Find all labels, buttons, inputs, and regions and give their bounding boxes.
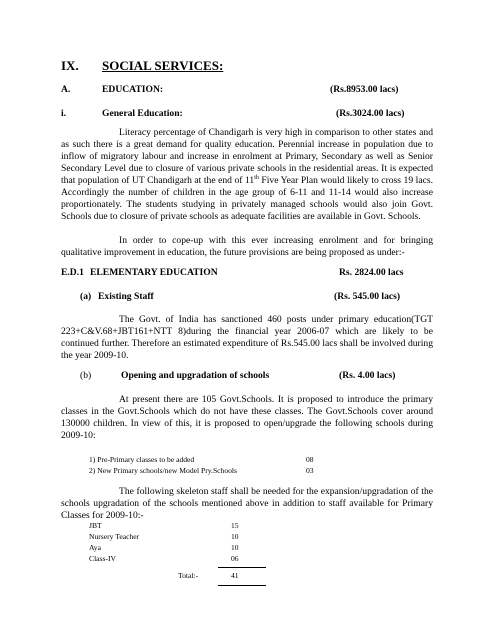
total-rule-bottom	[218, 585, 266, 586]
paragraph-sanctioned-posts: The Govt. of India has sanctioned 460 posts under primary education(TGT 223+C&V.68+JBT161+NTT 8)during the financial year 2006-07 which are likely to be continued further. Therefore an estimated expenditure of Rs.545.00 lacs shall be involved during the year 2009-10.	[61, 314, 433, 361]
total-label: Total:-	[178, 571, 199, 580]
staff-list-value: 15	[231, 521, 239, 530]
existing-staff-label: (a)	[80, 291, 92, 302]
general-education-amount: (Rs.3024.00 lacs)	[336, 108, 405, 119]
school-list-value: 08	[306, 455, 314, 464]
total-value: 41	[231, 571, 239, 580]
education-label: A.	[61, 84, 71, 95]
staff-list-value: 10	[231, 543, 239, 552]
ed1-amount: Rs. 2824.00 lacs	[339, 267, 404, 278]
staff-list-item: Nursery Teacher	[89, 532, 140, 541]
section-title: SOCIAL SERVICES:	[102, 58, 224, 73]
education-title: EDUCATION:	[102, 84, 164, 95]
education-amount: (Rs.8953.00 lacs)	[330, 84, 399, 95]
existing-staff-amount: (Rs. 545.00 lacs)	[334, 291, 401, 302]
paragraph-literacy: Literacy percentage of Chandigarh is very high in comparison to other states and as such there is a great demand for quality education. Perennial increase in population due to inflow of migratory labour and increase in enrolment at Primary, Secondary as well as Senior Secondary Level due to closure of various private schools in the residential areas. It is expected that population of UT Chandigarh at the end of 11th Five Year Plan would likely to cross 19 lacs. Accordingly the number of children in the age group of 6-11 and 11-14 would also increase proportionately. The students studying in privately managed schools would also join Govt. Schools due to closure of private schools as adequate facilities are available in Govt. Schools.	[61, 127, 433, 222]
staff-list-item: Class-IV	[89, 554, 116, 563]
opening-title: Opening and upgradation of schools	[121, 370, 270, 381]
paragraph-skeleton-staff: The following skeleton staff shall be needed for the expansion/upgradation of the schools upgradation of the schools mentioned above in addition to staff available for Primary Classes for 2009-10:-	[61, 486, 433, 521]
staff-list-value: 10	[231, 532, 239, 541]
paragraph-govt-schools: At present there are 105 Govt.Schools. It is proposed to introduce the primary classes in the Govt.Schools which do not have these classes. The Govt.Schools cover around 130000 children. In view of this, it is proposed to open/upgrade the following schools during 2009-10:	[61, 394, 433, 441]
general-education-label: i.	[61, 108, 67, 119]
ed1-title: ELEMENTARY EDUCATION	[90, 267, 218, 278]
paragraph-provisions: In order to cope-up with this ever increasing enrolment and for bringing qualitative improvement in education, the future provisions are being proposed as under:-	[61, 235, 433, 258]
total-rule-top	[218, 567, 266, 568]
staff-list-item: JBT	[89, 521, 102, 530]
school-list-item: 1) Pre-Primary classes to be added	[89, 455, 195, 464]
existing-staff-title: Existing Staff	[98, 291, 154, 302]
school-list-item: 2) New Primary schools/new Model Pry.Schools	[89, 466, 237, 475]
staff-list-value: 06	[231, 554, 239, 563]
opening-amount: (Rs. 4.00 lacs)	[339, 370, 396, 381]
school-list-value: 03	[306, 466, 314, 475]
ed1-label: E.D.1	[61, 267, 84, 278]
opening-label: (b)	[80, 370, 92, 381]
staff-list-item: Aya	[89, 543, 101, 552]
section-number: IX.	[61, 58, 79, 73]
general-education-title: General Education:	[102, 108, 183, 119]
